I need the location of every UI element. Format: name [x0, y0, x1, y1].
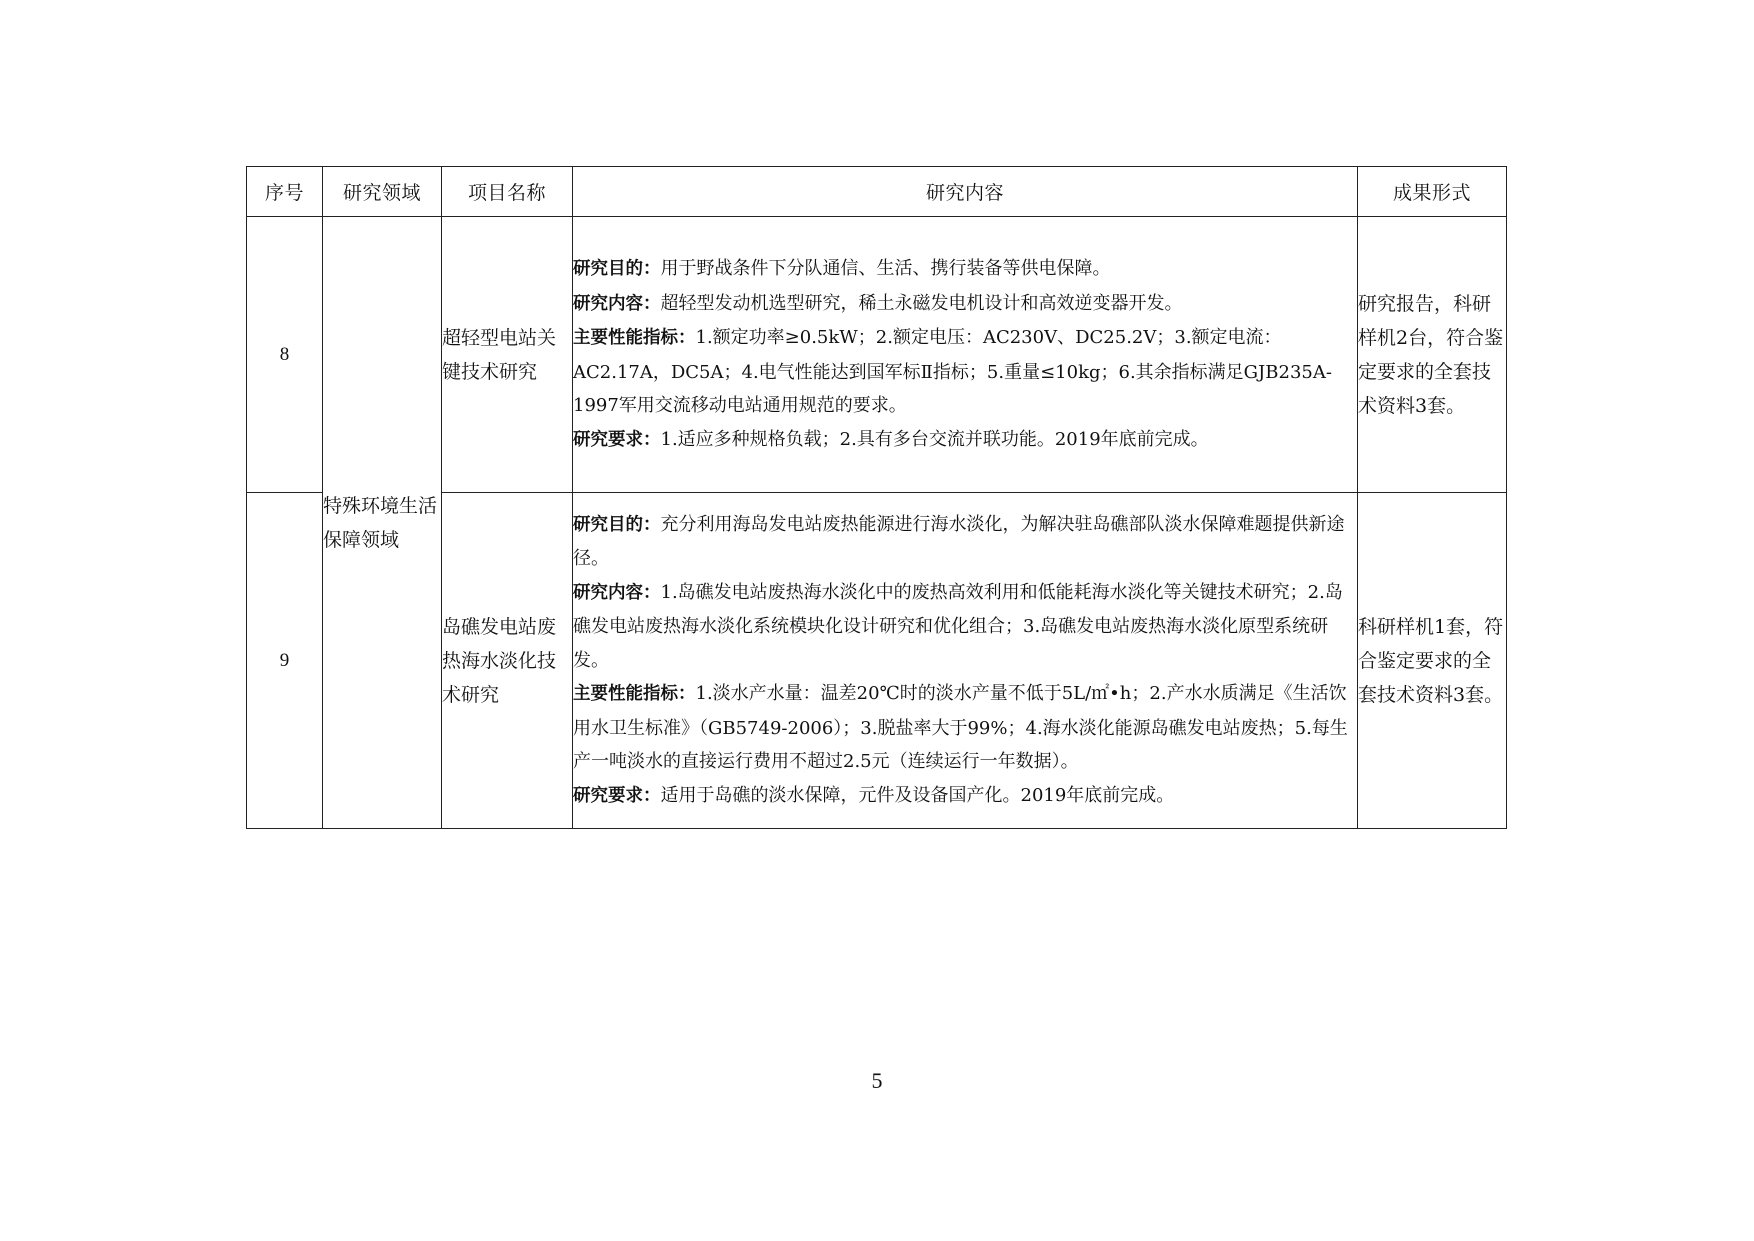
content-paragraph — [573, 252, 1357, 287]
content-text: 1.额定功率≥0.5kW；2.额定电压：AC230V、DC25.2V；3.额定电流：AC2.17A，DC5A；4.电气性能达到国军标Ⅱ指标；5.重量≤10kg；6.其余指标满足GJB235A-1997军用交流移动电站通用规范的要求。 — [573, 327, 1332, 416]
row-seq: 8 — [247, 217, 323, 493]
header-field: 研究领域 — [323, 167, 442, 217]
content-paragraph — [573, 779, 1357, 814]
content-text: 用于野战条件下分队通信、生活、携行装备等供电保障。 — [660, 258, 1111, 279]
research-projects-table — [246, 166, 1507, 829]
content-label: 研究内容： — [573, 582, 661, 603]
content-label: 研究目的： — [573, 259, 661, 279]
research-field-cell: 特殊环境生活保障领域 — [323, 217, 442, 829]
content-text: 1.适应多种规格负载；2.具有多台交流并联功能。2019年底前完成。 — [660, 428, 1209, 450]
row-seq: 9 — [247, 493, 323, 829]
result-form-cell: 科研样机1套，符合鉴定要求的全套技术资料3套。 — [1358, 493, 1507, 829]
page-number: 5 — [871, 1068, 883, 1093]
research-projects-table-wrapper — [246, 166, 1506, 829]
header-seq: 序号 — [247, 167, 323, 217]
content-text: 1.淡水产水量：温差20℃时的淡水产量不低于5L/㎡•h；2.产水水质满足《生活饮用水卫生标准》（GB5749-2006）；3.脱盐率大于99%；4.海水淡化能源岛礁发电站废热；5.每生产一吨淡水的直接运行费用不超过2.5元（连续运行一年数据）。 — [573, 683, 1348, 773]
research-content-cell — [573, 217, 1358, 493]
project-name: 岛礁发电站废热海水淡化技术研究 — [442, 493, 573, 829]
header-result: 成果形式 — [1358, 167, 1507, 217]
research-content-cell — [573, 493, 1358, 829]
table-row — [247, 217, 1507, 493]
content-label: 主要性能指标： — [573, 684, 696, 705]
content-paragraph — [573, 576, 1357, 678]
content-label: 研究要求： — [573, 429, 661, 450]
header-content: 研究内容 — [573, 167, 1358, 217]
content-paragraph — [573, 677, 1357, 779]
content-text: 适用于岛礁的淡水保障，元件及设备国产化。2019年底前完成。 — [660, 784, 1175, 806]
content-label: 研究要求： — [573, 785, 661, 806]
content-paragraph — [573, 321, 1357, 423]
content-paragraph — [573, 287, 1357, 322]
content-paragraph — [573, 508, 1357, 576]
content-text: 充分利用海岛发电站废热能源进行海水淡化，为解决驻岛礁部队淡水保障难题提供新途径。 — [573, 513, 1345, 570]
content-label: 主要性能指标： — [573, 328, 696, 348]
content-text: 超轻型发动机选型研究，稀土永磁发电机设计和高效逆变器开发。 — [660, 292, 1183, 314]
header-name: 项目名称 — [442, 167, 573, 217]
project-name: 超轻型电站关键技术研究 — [442, 217, 573, 493]
result-form-cell: 研究报告，科研样机2台，符合鉴定要求的全套技术资料3套。 — [1358, 217, 1507, 493]
content-label: 研究内容： — [573, 293, 661, 314]
content-text: 1.岛礁发电站废热海水淡化中的废热高效利用和低能耗海水淡化等关键技术研究；2.岛礁发电站废热海水淡化系统模块化设计研究和优化组合；3.岛礁发电站废热海水淡化原型系统研发。 — [573, 581, 1343, 671]
table-header-row — [247, 167, 1507, 217]
content-paragraph — [573, 423, 1357, 458]
content-label: 研究目的： — [573, 514, 661, 535]
